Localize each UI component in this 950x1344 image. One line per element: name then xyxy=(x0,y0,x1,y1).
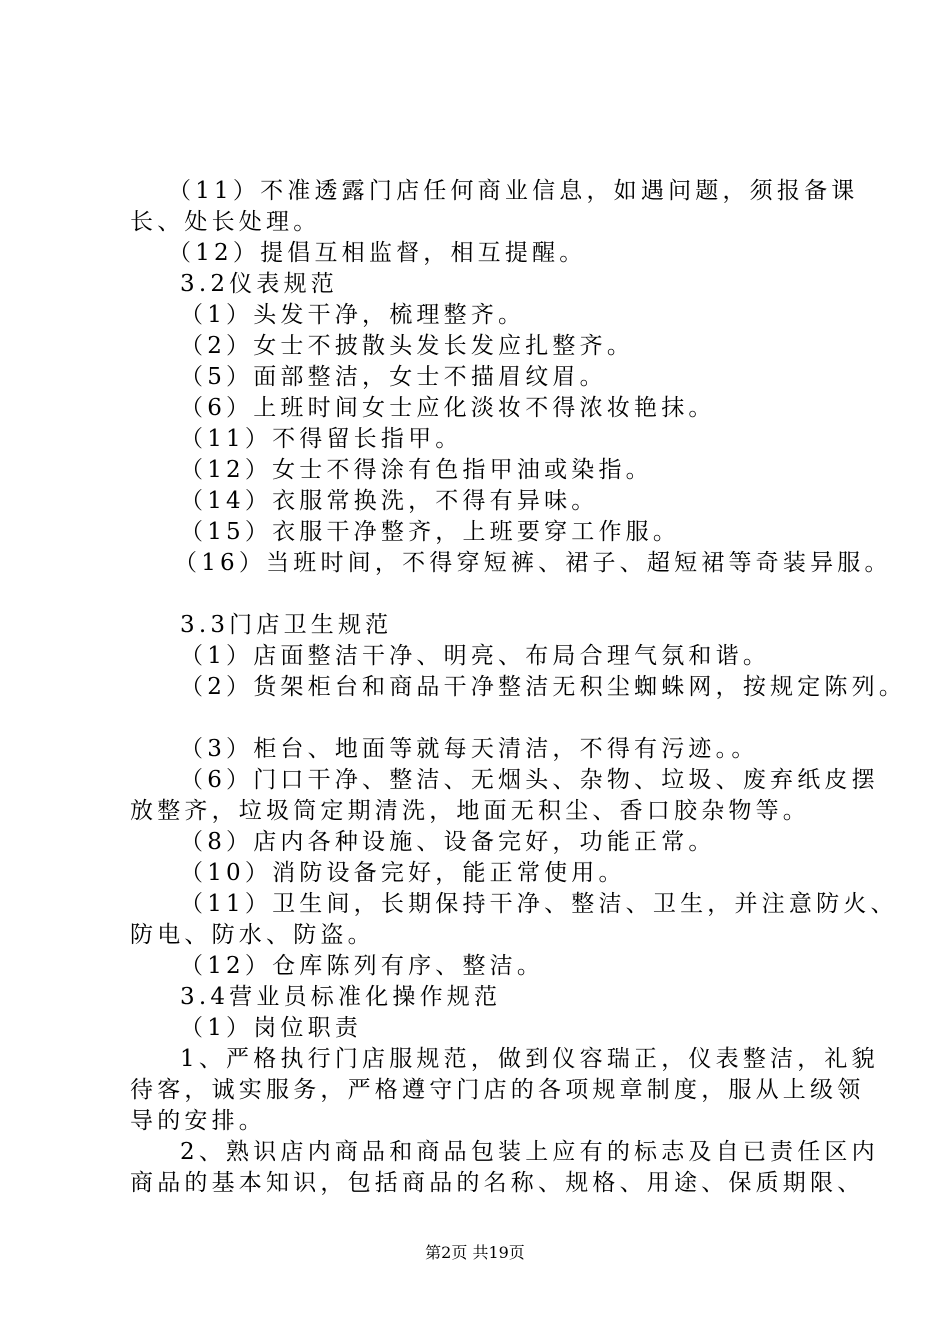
section-heading: 3.4营业员标准化操作规范 xyxy=(180,984,502,1010)
text-line: （15）衣服干净整齐，上班要穿工作服。 xyxy=(180,519,681,545)
text-line: （6）门口干净、整洁、无烟头、杂物、垃圾、废弃纸皮摆 xyxy=(180,767,879,793)
text-line: （1）店面整洁干净、明亮、布局合理气氛和谐。 xyxy=(180,643,771,669)
text-line: （6）上班时间女士应化淡妆不得浓妆艳抹。 xyxy=(180,395,716,421)
text-line: 1、严格执行门店服规范，做到仪容瑞正，仪表整洁，礼貌 xyxy=(180,1046,879,1072)
section-heading: 3.2仪表规范 xyxy=(180,271,338,297)
text-line: （11）卫生间，长期保持干净、整洁、卫生，并注意防火、 xyxy=(180,891,898,917)
text-line: （16）当班时间，不得穿短裤、裙子、超短裙等奇装异服。 xyxy=(174,550,892,576)
text-line: （14）衣服常换洗，不得有异味。 xyxy=(180,488,599,514)
page-number: 第2页 共19页 xyxy=(425,1243,525,1262)
text-line: 防电、防水、防盗。 xyxy=(130,922,375,948)
text-line: 2、熟识店内商品和商品包装上应有的标志及自已责任区内 xyxy=(180,1139,879,1165)
text-line: （8）店内各种设施、设备完好，功能正常。 xyxy=(180,829,716,855)
text-line: （1）岗位职责 xyxy=(180,1015,363,1041)
text-line: （12）仓库陈列有序、整洁。 xyxy=(180,953,545,979)
text-line: 长、处长处理。 xyxy=(130,209,321,235)
text-line: （11）不准透露门店任何商业信息，如遇问题，须报备课 xyxy=(168,178,859,204)
text-line: 待客，诚实服务，严格遵守门店的各项规章制度，服从上级领 xyxy=(130,1077,865,1103)
text-line: （10）消防设备完好，能正常使用。 xyxy=(180,860,626,886)
text-line: （5）面部整洁，女士不描眉纹眉。 xyxy=(180,364,607,390)
text-line: 商品的基本知识，包括商品的名称、规格、用途、保质期限、 xyxy=(130,1170,865,1196)
text-line: （1）头发干净，梳理整齐。 xyxy=(180,302,526,328)
text-line: （3）柜台、地面等就每天清洁，不得有污迹。。 xyxy=(180,736,759,762)
text-line: （2）女士不披散头发长发应扎整齐。 xyxy=(180,333,635,359)
text-line: （12）提倡互相监督，相互提醒。 xyxy=(168,240,587,266)
text-line: （2）货架柜台和商品干净整洁无积尘蜘蛛网，按规定陈列。 xyxy=(180,674,907,700)
section-heading: 3.3门店卫生规范 xyxy=(180,612,393,638)
text-line: （12）女士不得涂有色指甲油或染指。 xyxy=(180,457,653,483)
text-line: 放整齐，垃圾筒定期清洗，地面无积尘、香口胶杂物等。 xyxy=(130,798,810,824)
text-line: （11）不得留长指甲。 xyxy=(180,426,463,452)
text-line: 导的安排。 xyxy=(130,1108,266,1134)
